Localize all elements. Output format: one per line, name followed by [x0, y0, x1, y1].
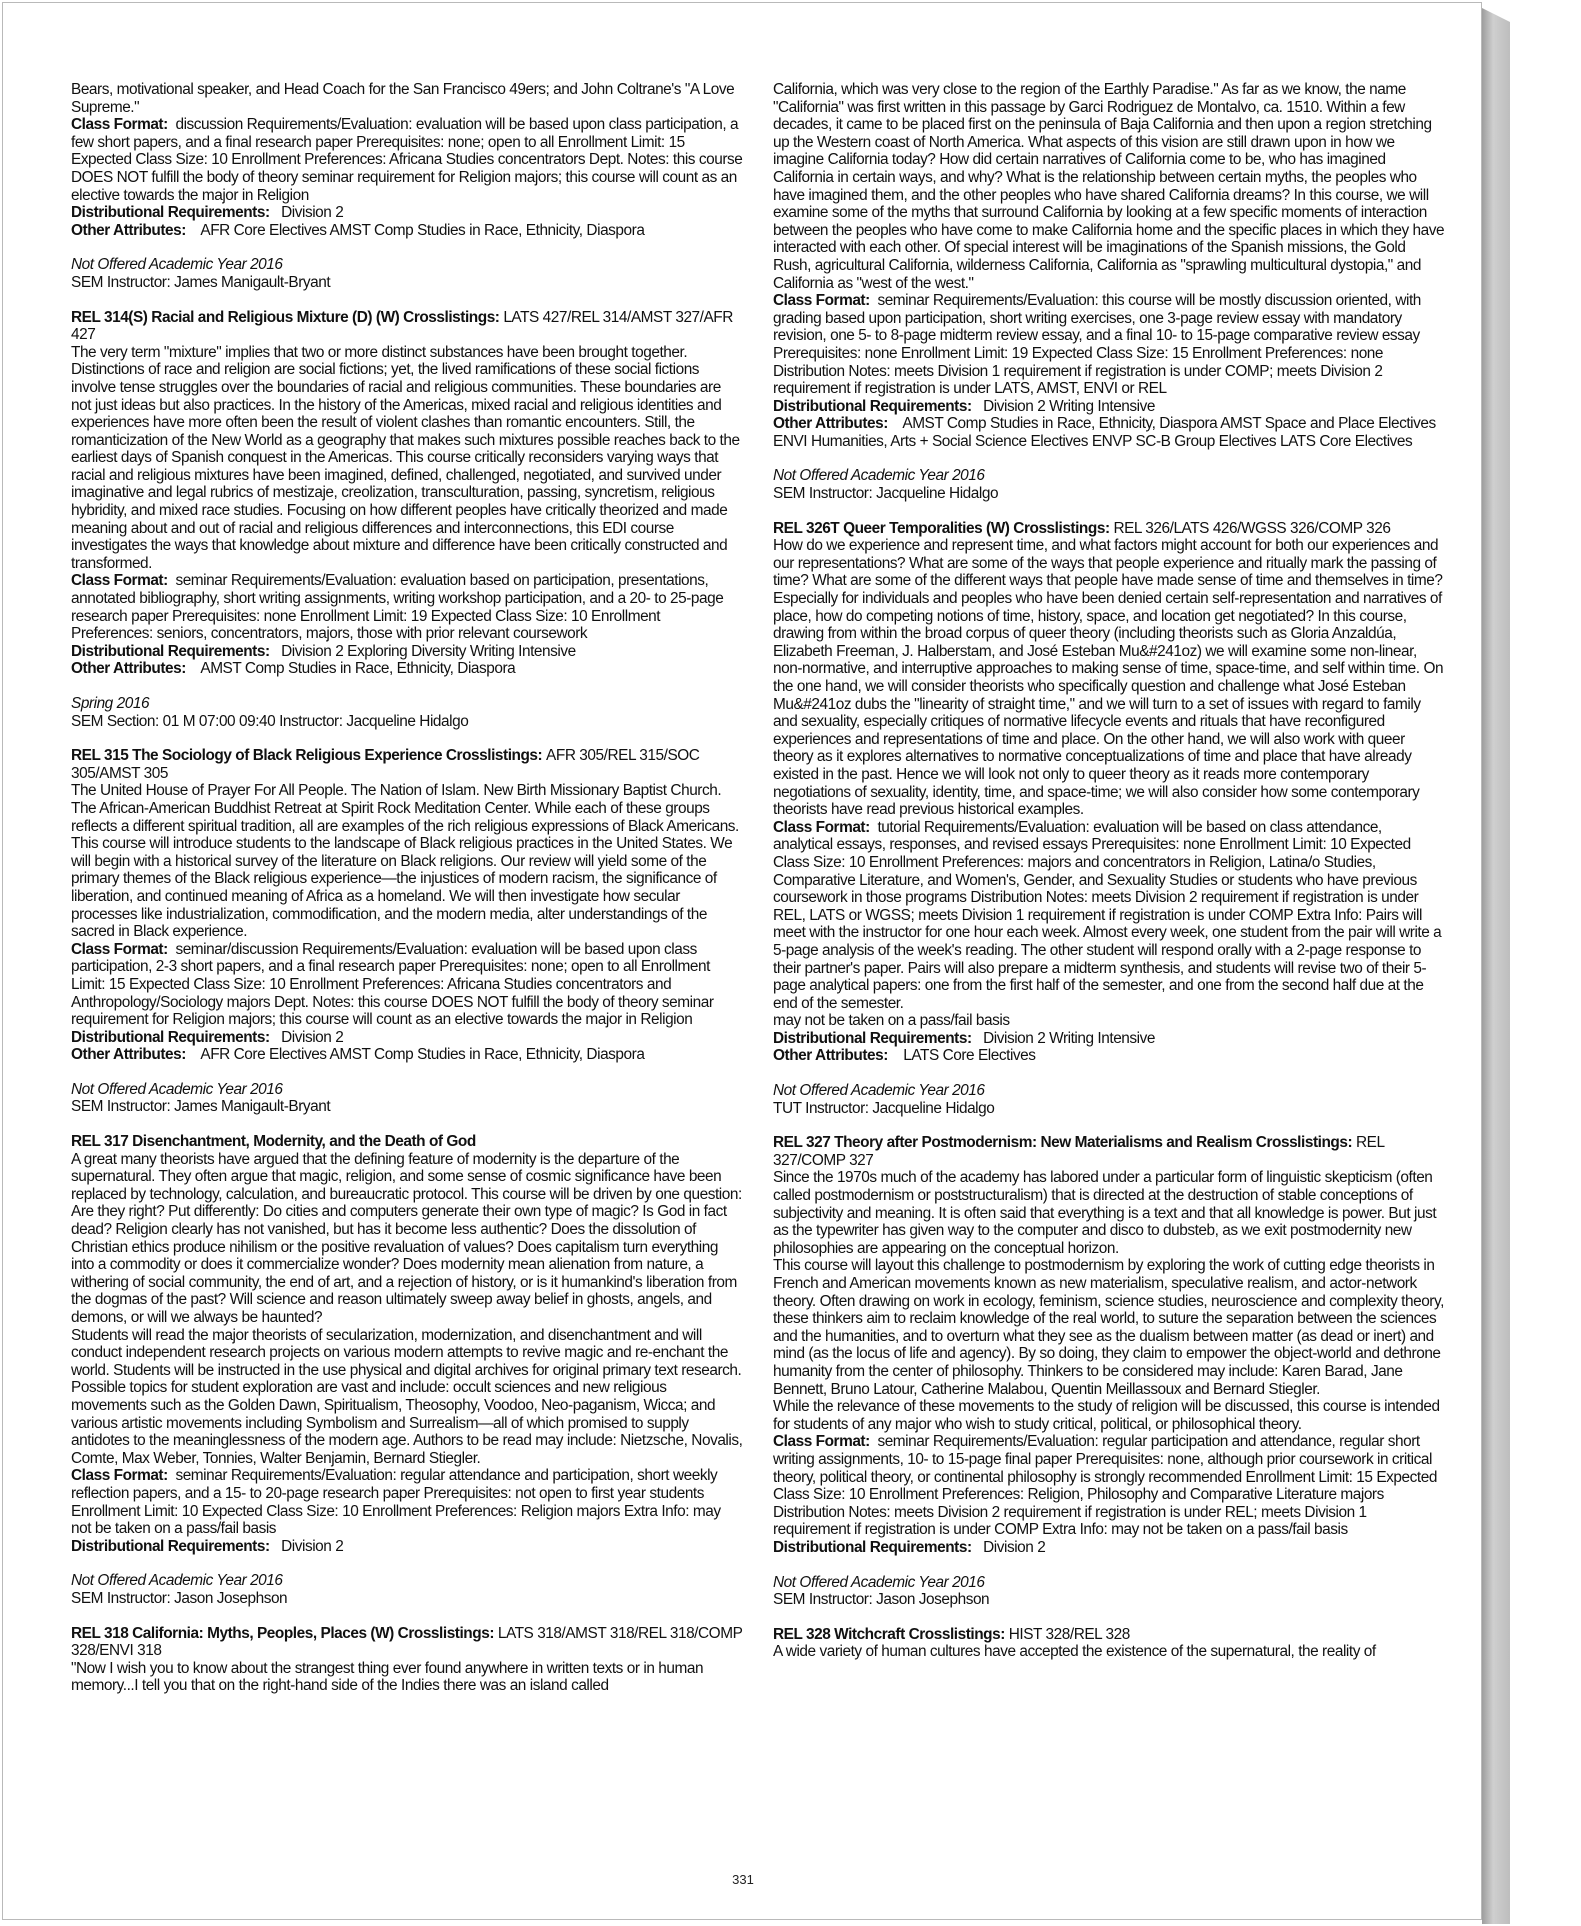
course-entry-rel326t: [773, 520, 1445, 1065]
course-description: Since the 1970s much of the academy has labored under a particular form of linguistic skepticism (often called postmodernism or poststructuralism) that is directed at the destruction of stable conceptions of subjectivity and meaning. It is often said that everything is a text and that all knowledge is power. But just as the typewriter has given way to the computer and disco to dubsteb, as we exit postmodernity new philosophies are appearing on the conceptual horizon.: [773, 1169, 1437, 1257]
section-instructor: SEM Instructor: Jacqueline Hidalgo: [773, 485, 999, 503]
course-description-2: This course will layout this challenge to postmodernism by exploring the work of cutting edge theorists in French and American movements known as new materialism, speculative realism, and actor-network theory. Often drawing on work in ecology, feminism, science studies, neuroscience and complexity theory, these thinkers aim to reclaim knowledge of the real world, to suture the separation between the sciences and the humanities, and to overturn what they see as the dualism between matter (as dead or inert) and mind (as the locus of life and agency). By so doing, they claim to empower the object-world and dethrone humanity from the center of philosophy. Thinkers to be considered may include: Karen Barad, Jane Bennett, Bruno Latour, Catherine Malabou, Quentin Meillassoux and Bernard Stiegler.: [773, 1257, 1444, 1398]
course-description: The very term "mixture" implies that two or more distinct substances have been brought together. Distinctions of race and religion are social fictions; yet, the lived ramifications of these social fictions involve tense struggles over the boundaries of racial and religious communities. These boundaries are not just ideas but also practices. In the history of the Americas, mixed racial and religious identities and experiences have more often been the result of violent clashes than romantic encounters. Still, the romanticization of the New World as a geography that makes such mixtures possible reaches back to the earliest days of Spanish conquest in the Americas. This course critically reconsiders varying ways that racial and religious mixtures have been imagined, defined, challenged, negotiated, and survived under imaginative and legal rubrics of mestizaje, creolization, transculturation, passing, syncretism, religious hybridity, and mixed race studies. Focusing on how different peoples have critically theorized and made meaning about and out of racial and religious differences and interconnections, this EDI course investigates the ways that knowledge about mixture and difference have been critically constructed and transformed.: [71, 343, 740, 572]
course-heading: REL 326T Queer Temporalities (W) Crosslistings: REL 326/LATS 426/WGSS 326/COMP 326: [773, 519, 1391, 537]
offering-info: [71, 1572, 743, 1607]
section-instructor: SEM Instructor: Jason Josephson: [773, 1591, 990, 1609]
class-details: Class Format: seminar Requirements/Evaluation: regular participation and attendance, regular short writing assignments, 10- to 15-page final paper Prerequisites: none, although prior coursework in critical theory, political theory, or continental philosophy is strongly recommended Enrollment Limit: 15 Expected Class Size: 10 Enrollment Preferences: Religion, Philosophy and Comparative Literature majors Distribution Notes: meets Division 2 requirement if registration is under REL; meets Division 1 requirement if registration is under COMP Extra Info: may not be taken on a pass/fail basis: [773, 1433, 1437, 1539]
class-details: Class Format: tutorial Requirements/Evaluation: evaluation will be based on class attendance, analytical essays, responses, and revised essays Prerequisites: none Enrollment Limit: 10 Expected Class Size: 10 Enrollment Preferences: majors and concentrators in Religion, Latina/o Studies, Comparative Literature, and Women's, Gender, and Sexuality Studies or students who have previous coursework in those programs Distribution Notes: meets Division 2 requirement if registration is under REL, LATS or WGSS; meets Division 1 requirement if registration is under COMP Extra Info: Pairs will meet with the instructor for one hour each week. Almost every week, one student from the pair will write a 5-page analysis of the week's reading. The other student will respond orally with a 2-page response to their partner's paper. Pairs will also prepare a midterm synthesis, and students will revise two of their 5-page analytical papers: one from the first half of the semester, and one from the second half due at the end of the semester.: [773, 818, 1442, 1012]
offering-term: Not Offered Academic Year 2016: [71, 256, 283, 274]
course-entry-rel327: [773, 1134, 1445, 1556]
course-entry-rel318-continued: [773, 81, 1445, 450]
distributional-requirements: Distributional Requirements: Division 2: [71, 204, 344, 222]
other-attributes: Other Attributes: AFR Core Electives AMST Comp Studies in Race, Ethnicity, Diaspora: [71, 1046, 645, 1064]
other-attributes: Other Attributes: AMST Comp Studies in Race, Ethnicity, Diaspora: [71, 660, 516, 678]
offering-term: Not Offered Academic Year 2016: [773, 1082, 985, 1100]
offering-info: [71, 695, 743, 730]
distributional-requirements: Distributional Requirements: Division 2 Writing Intensive: [773, 397, 1155, 415]
other-attributes: Other Attributes: LATS Core Electives: [773, 1047, 1036, 1065]
course-entry-rel315: [71, 747, 743, 1064]
section-instructor: SEM Instructor: Jason Josephson: [71, 1589, 288, 1607]
course-description: A great many theorists have argued that the defining feature of modernity is the departure of the supernatural. They often argue that magic, religion, and some sense of cosmic significance have been replaced by technology, calculation, and bureaucratic protocol. This course will be driven by one question: Are they right? Put differently: Do cities and computers generate their own type of magic? Is God in fact dead? Religion clearly has not vanished, but has it become less authentic? Does the dissolution of Christian ethics produce nihilism or the positive revaluation of values? Does capitalism turn everything into a commodity or does it commercialize wonder? Does modernity mean alienation from nature, a withering of social community, the end of art, and a rejection of history, or is it humankind's liberation from the dogmas of the past? Will science and reason ultimately sweep away belief in ghosts, angels, and demons, or will we always be haunted?: [71, 1150, 742, 1326]
course-entry-continued: [71, 81, 743, 239]
offering-term: Spring 2016: [71, 695, 150, 712]
course-heading: REL 328 Witchcraft Crosslistings: HIST 328/REL 328: [773, 1625, 1130, 1643]
section-instructor: SEM Instructor: James Manigault-Bryant: [71, 273, 331, 291]
class-details: Class Format: discussion Requirements/Evaluation: evaluation will be based upon class participation, a few short papers, and a final research paper Prerequisites: none; open to all Enrollment Limit: 15 Expected Class Size: 10 Enrollment Preferences: Africana Studies concentrators Dept. Notes: this course DOES NOT fulfill the body of theory seminar requirement for Religion majors; this course will count as an elective towards the major in Religion: [71, 116, 743, 204]
course-description-3: While the relevance of these movements to the study of religion will be discussed, this course is intended for students of any major who wish to study critical, political, or philosophical theory.: [773, 1398, 1440, 1433]
course-description: "Now I wish you to know about the strangest thing ever found anywhere in written texts or in human memory...I tell you that on the right-hand side of the Indies there was an island called: [71, 1659, 704, 1695]
course-entry-rel328: [773, 1626, 1445, 1661]
course-heading: REL 317 Disenchantment, Modernity, and the Death of God: [71, 1133, 476, 1151]
course-description-2: Students will read the major theorists of secularization, modernization, and disenchantment and will conduct independent research projects on various modern attempts to revive magic and re-enchant the world. Students will be instructed in the use physical and digital archives for original primary text research. Possible topics for student exploration are vast and include: occult sciences and new religious movements such as the Golden Dawn, Spiritualism, Theosophy, Voodoo, Neo-paganism, Wicca; and various artistic movements including Symbolism and Surrealism—all of which promised to supply antidotes to the meaninglessness of the modern age. Authors to be read may include: Nietzsche, Novalis, Comte, Max Weber, Tonnies, Walter Benjamin, Bernard Stiegler.: [71, 1326, 743, 1467]
course-heading: REL 314(S) Racial and Religious Mixture (D) (W) Crosslistings: LATS 427/REL 314/AMST 327/AFR 427: [71, 308, 733, 344]
distributional-requirements: Distributional Requirements: Division 2: [71, 1537, 344, 1555]
distributional-requirements: Distributional Requirements: Division 2 Writing Intensive: [773, 1029, 1155, 1047]
other-attributes: Other Attributes: AMST Comp Studies in Race, Ethnicity, Diaspora AMST Space and Place Electives ENVI Humanities, Arts + Social Science Electives ENVP SC-B Group Electives LATS Core Electives: [773, 415, 1436, 450]
offering-term: Not Offered Academic Year 2016: [773, 467, 985, 485]
offering-term: Not Offered Academic Year 2016: [773, 1573, 985, 1591]
course-heading: REL 315 The Sociology of Black Religious Experience Crosslistings: AFR 305/REL 315/SOC 305/AMST 305: [71, 747, 700, 782]
class-details: Class Format: seminar Requirements/Evaluation: regular attendance and participation, short weekly reflection papers, and a 15- to 20-page research paper Prerequisites: not open to first year students Enrollment Limit: 10 Expected Class Size: 10 Enrollment Preferences: Religion majors Extra Info: may not be taken on a pass/fail basis: [71, 1467, 721, 1538]
pass-fail-note: may not be taken on a pass/fail basis: [773, 1012, 1010, 1030]
left-column: [71, 81, 743, 1712]
offering-info: [773, 1574, 1445, 1609]
course-entry-rel314: [71, 309, 743, 678]
section-instructor: TUT Instructor: Jacqueline Hidalgo: [773, 1099, 995, 1117]
offering-info: [773, 1082, 1445, 1117]
offering-term: Not Offered Academic Year 2016: [71, 1572, 283, 1590]
section-instructor: SEM Instructor: James Manigault-Bryant: [71, 1098, 331, 1116]
catalog-page: [2, 2, 1482, 1920]
description-continued: Bears, motivational speaker, and Head Coach for the San Francisco 49ers; and John Coltrane's "A Love Supreme.": [71, 81, 735, 116]
section-instructor: SEM Section: 01 M 07:00 09:40 Instructor: Jacqueline Hidalgo: [71, 712, 469, 730]
course-description: How do we experience and represent time, and what factors might account for both our experiences and our representations? What are some of the ways that people experience and ritually mark the passing of time? What are some of the different ways that people have made sense of time and themselves in time? Especially for individuals and peoples who have been denied certain self-representation and narratives of place, how do competing notions of time, history, space, and location get negotiated? In this course, drawing from within the broad corpus of queer theory (including theorists such as Gloria Anzaldúa, Elizabeth Freeman, J. Halberstam, and José Esteban Mu&#241oz) we will examine some non-linear, non-normative, and interruptive approaches to making sense of time, space-time, and self within time. On the one hand, we will consider theorists who specifically question and challenge what José Esteban Mu&#241oz dubs the "linearity of straight time," and we will turn to a set of issues with regard to family and sexuality, especially critiques of normative lifecycle events and rituals that have reconfigured experiences and representations of time and place. On the other hand, we will also work with queer theory as it explores alternatives to normative conceptualizations of time and place that have already existed in the past. Hence we will look not only to queer theory as it reads more contemporary negotiations of sexuality, identity, time, and space-time; we will also consider how some contemporary theorists have read previous historical examples.: [773, 537, 1444, 819]
course-entry-rel318: [71, 1625, 743, 1695]
class-details: Class Format: seminar Requirements/Evaluation: evaluation based on participation, presentations, annotated bibliography, short writing assignments, writing workshop participation, and a 20- to 25-page research paper Prerequisites: none Enrollment Limit: 19 Expected Class Size: 10 Enrollment Preferences: seniors, concentrators, majors, those with prior relevant coursework: [71, 572, 724, 643]
distributional-requirements: Distributional Requirements: Division 2 Exploring Diversity Writing Intensive: [71, 642, 576, 660]
course-heading: REL 318 California: Myths, Peoples, Places (W) Crosslistings: LATS 318/AMST 318/REL 318/COMP 328/ENVI 318: [71, 1624, 743, 1660]
distributional-requirements: Distributional Requirements: Division 2: [773, 1538, 1046, 1556]
right-column: [773, 81, 1445, 1678]
offering-info: [773, 467, 1445, 502]
offering-info: [71, 256, 743, 291]
offering-info: [71, 1081, 743, 1116]
course-description: The United House of Prayer For All People. The Nation of Islam. New Birth Missionary Baptist Church. The African-American Buddhist Retreat at Spirit Rock Meditation Center. While each of these groups reflects a different spiritual tradition, all are examples of the rich religious expressions of Black Americans. This course will introduce students to the landscape of Black religious practices in the United States. We will begin with a historical survey of the literature on Black religions. Our review will yield some of the primary themes of the Black religious experience—the injustices of modern racism, the significance of liberation, and continued meaning of Africa as a homeland. We will then investigate how secular processes like industrialization, commodification, and the modern media, alter understandings of the sacred in Black experience.: [71, 782, 739, 941]
course-description: A wide variety of human cultures have accepted the existence of the supernatural, the reality of: [773, 1643, 1376, 1661]
other-attributes: Other Attributes: AFR Core Electives AMST Comp Studies in Race, Ethnicity, Diaspora: [71, 221, 645, 239]
page-number: 331: [732, 1872, 754, 1887]
class-details: Class Format: seminar/discussion Requirements/Evaluation: evaluation will be based upon class participation, 2-3 short papers, and a final research paper Prerequisites: none; open to all Enrollment Limit: 15 Expected Class Size: 10 Enrollment Preferences: Africana Studies concentrators and Anthropology/Sociology majors Dept. Notes: this course DOES NOT fulfill the body of theory seminar requirement for Religion majors; this course will count as an elective towards the major in Religion: [71, 940, 714, 1029]
course-entry-rel317: [71, 1133, 743, 1555]
class-details: Class Format: seminar Requirements/Evaluation: this course will be mostly discussion oriented, with grading based upon participation, short writing exercises, one 3-page review essay with mandatory revision, one 5- to 8-page midterm review essay, and a final 10- to 15-page comparative review essay Prerequisites: none Enrollment Limit: 19 Expected Class Size: 15 Enrollment Preferences: none Distribution Notes: meets Division 1 requirement if registration is under COMP; meets Division 2 requirement if registration is under LATS, AMST, ENVI or REL: [773, 292, 1421, 398]
distributional-requirements: Distributional Requirements: Division 2: [71, 1028, 344, 1046]
course-description: California, which was very close to the region of the Earthly Paradise." As far as we know, the name "California" was first written in this passage by Garci Rodriguez de Montalvo, ca. 1510. Within a few decades, it came to be placed first on the peninsula of Baja California and then upon a region stretching up the Western coast of North America. What aspects of this vision are still drawn upon in how we imagine California today? How did certain narratives of California come to be, who has imagined California in certain ways, and why? What is the relationship between certain myths, the peoples who have imagined them, and the other peoples who have shared California dreams? In this course, we will examine some of the myths that surround California by looking at a few specific moments of interaction between the peoples who have come to make California home and the specific places in which they have interacted with each other. Of special interest will be imaginations of the Spanish missions, the Gold Rush, agricultural California, wilderness California, California as "sprawling multicultural dystopia," and California as "west of the west.": [773, 81, 1445, 292]
page-edge-shadow: [1482, 8, 1510, 1924]
course-heading: REL 327 Theory after Postmodernism: New Materialisms and Realism Crosslistings: REL 327/COMP 327: [773, 1134, 1384, 1169]
offering-term: Not Offered Academic Year 2016: [71, 1080, 283, 1098]
